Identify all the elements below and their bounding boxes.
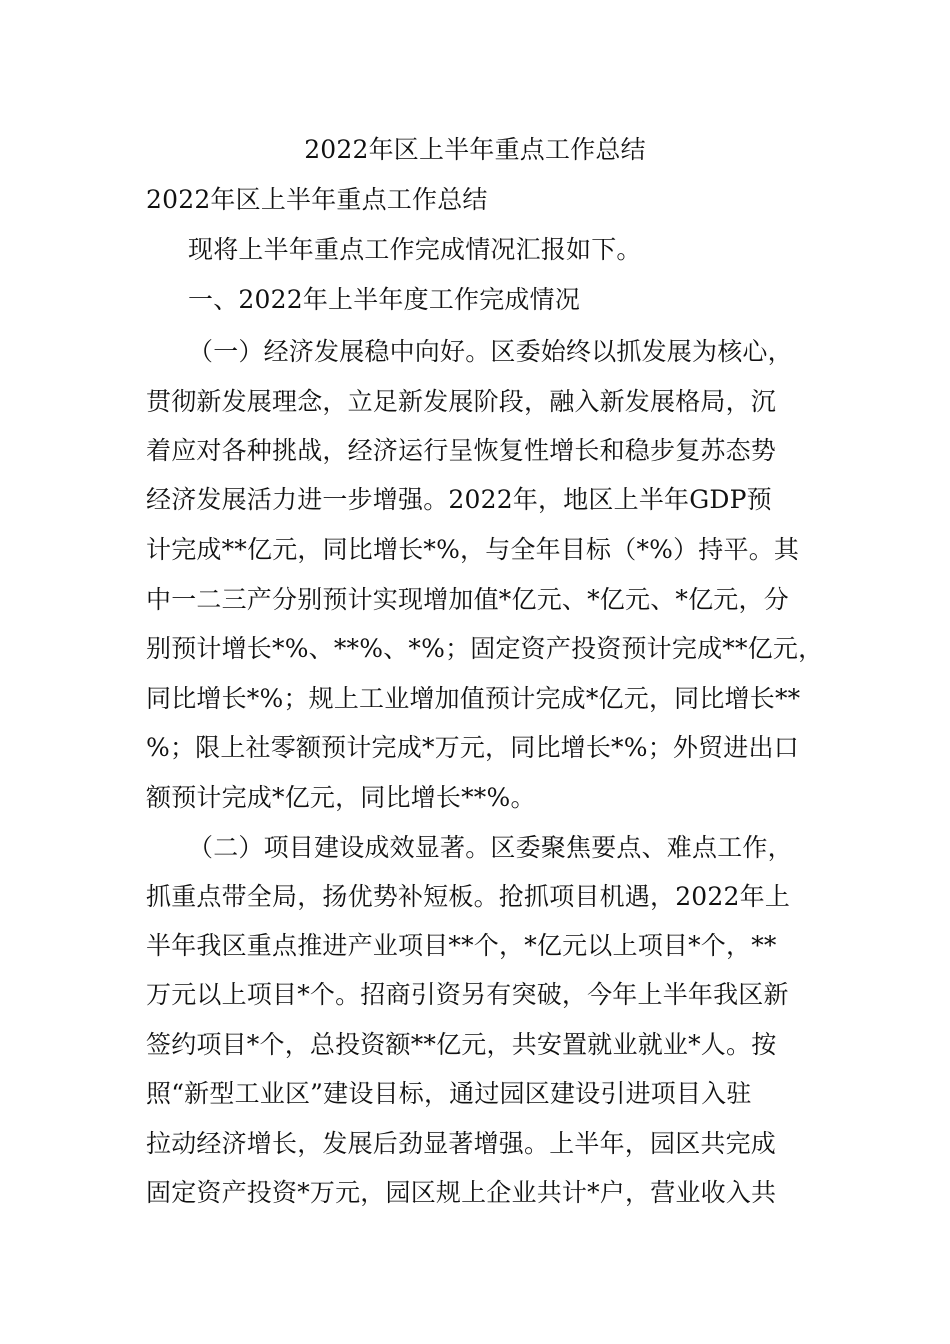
paragraph-line: 半年我区重点推进产业项目**个，*亿元以上项目*个，** [146,931,777,960]
intro-line: 现将上半年重点工作完成情况汇报如下。 [188,235,642,264]
paragraph-line: 固定资产投资*万元，园区规上企业共计*户，营业收入共 [146,1178,777,1207]
section-heading: 一、2022年上半年度工作完成情况 [188,285,581,314]
paragraph-line: 照“新型工业区”建设目标，通过园区建设引进项目入驻 [146,1079,752,1108]
paragraph-line: 同比增长*%；规上工业增加值预计完成*亿元，同比增长** [146,684,801,713]
paragraph-line: 经济发展活力进一步增强。2022年，地区上半年GDP预 [146,485,772,514]
paragraph-line: 中一二三产分别预计实现增加值*亿元、*亿元、*亿元，分 [146,585,789,614]
paragraph-line: %；限上社零额预计完成*万元，同比增长*%；外贸进出口 [146,733,799,762]
paragraph-line: 贯彻新发展理念，立足新发展阶段，融入新发展格局，沉 [146,387,777,416]
paragraph-line: （二）项目建设成效显著。区委聚焦要点、难点工作， [188,833,793,862]
paragraph-line: 别预计增长*%、**%、*%；固定资产投资预计完成**亿元， [146,634,824,663]
paragraph-line: 签约项目*个，总投资额**亿元，共安置就业就业*人。按 [146,1030,777,1059]
paragraph-line: （一）经济发展稳中向好。区委始终以抓发展为核心， [188,337,793,366]
document-subtitle: 2022年区上半年重点工作总结 [146,185,488,214]
paragraph-line: 拉动经济增长，发展后劲显著增强。上半年，园区共完成 [146,1129,777,1158]
paragraph-line: 抓重点带全局，扬优势补短板。抢抓项目机遇，2022年上 [146,882,791,911]
paragraph-line: 着应对各种挑战，经济运行呈恢复性增长和稳步复苏态势 [146,436,777,465]
paragraph-line: 万元以上项目*个。招商引资另有突破，今年上半年我区新 [146,980,789,1009]
paragraph-line: 额预计完成*亿元，同比增长**%。 [146,783,536,812]
paragraph-line: 计完成**亿元，同比增长*%，与全年目标（*%）持平。其 [146,535,800,564]
document-title: 2022年区上半年重点工作总结 [304,135,646,164]
